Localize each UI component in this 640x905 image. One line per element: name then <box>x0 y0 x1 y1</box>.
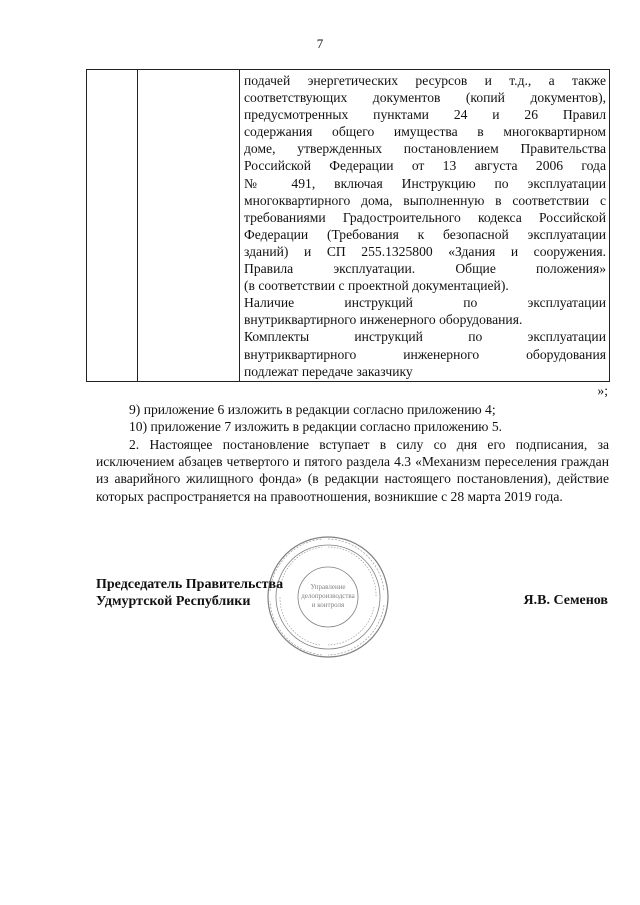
table-text-line: внутриквартирного инженерного оборудования <box>244 346 606 362</box>
table-cell-number <box>87 70 138 382</box>
table-text-line: многоквартирного дома, выполненную в соответствии с <box>244 192 606 208</box>
table-text-line: (в соответствии с проектной документацией). <box>244 278 509 294</box>
signatory-title-line-1: Председатель Правительства <box>96 577 284 592</box>
description-paragraphs <box>244 72 606 380</box>
signatory-title-line-2: Удмуртской Республики <box>96 594 251 609</box>
signatory-title <box>96 576 283 610</box>
table-text-line: Комплекты инструкций по эксплуатации <box>244 329 606 345</box>
official-seal <box>266 535 390 659</box>
amendment-item-9: 9) приложение 6 изложить в редакции согласно приложению 4; <box>129 402 496 417</box>
table-text-line: № 491, включая Инструкцию по эксплуатации <box>244 175 606 191</box>
table-text-line: доме, утвержденных постановлением Правительства <box>244 141 606 157</box>
table-text-line: подлежат передаче заказчику <box>244 363 413 379</box>
table-text-line: Российской Федерации от 13 августа 2006 года <box>244 158 606 174</box>
table-text-line: зданий) и СП 255.1325800 «Здания и сооружения. <box>244 243 606 259</box>
table-row <box>87 70 610 382</box>
main-paragraph: 2. Настоящее постановление вступает в силу со дня его подписания, за исключением абзацев четвертого и пятого раздела 4.3 «Механизм переселения граждан из аварийного жилищного фонда» (в редакции настоящего постановления), действие которых распространяется на правоотношения, возникшие с 28 марта 2019 года. <box>96 437 609 504</box>
seal-inner-line-3: и контроля <box>311 601 345 609</box>
table-cell-description <box>240 70 610 382</box>
table-text-line: соответствующих документов (копий документов), <box>244 90 606 106</box>
table-text-line: требованиями Градостроительного кодекса Российской <box>244 209 606 225</box>
table-text-line: Наличие инструкций по эксплуатации <box>244 295 606 311</box>
seal-inner-line-1: Управление <box>310 583 346 591</box>
signatory-name: Я.В. Семенов <box>523 593 608 608</box>
seal-inner-line-2: делопроизводства <box>301 592 355 600</box>
page-number: 7 <box>316 36 324 51</box>
table-text-line: предусмотренных пунктами 24 и 26 Правил <box>244 107 606 123</box>
table-text-line: подачей энергетических ресурсов и т.д., а также <box>244 73 606 88</box>
table-text-line: Федерации (Требования к безопасной эксплуатации <box>244 226 606 242</box>
amendment-list <box>96 401 609 435</box>
closing-quote: »; <box>597 383 608 398</box>
table-text-line: Правила эксплуатации. Общие положения» <box>244 261 606 277</box>
table-text-line: внутриквартирного инженерного оборудования. <box>244 312 523 328</box>
table-text-line: содержания общего имущества в многоквартирном <box>244 124 606 140</box>
amendment-item-10: 10) приложение 7 изложить в редакции согласно приложению 5. <box>129 419 503 435</box>
requirements-table <box>86 69 610 382</box>
table-cell-name <box>138 70 240 382</box>
